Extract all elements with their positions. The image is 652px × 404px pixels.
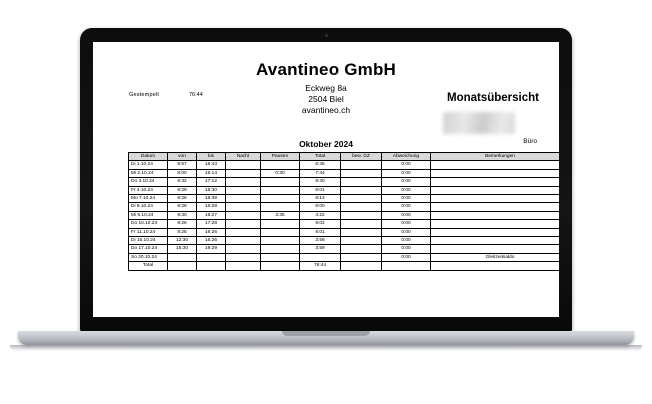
cell-abweichung: 0:00 xyxy=(382,161,431,169)
cell-bis: 16:26 xyxy=(197,237,226,245)
cell-total: 4:22 xyxy=(300,211,341,219)
company-title: Avantineo GmbH xyxy=(255,60,397,79)
laptop-lid xyxy=(80,28,572,333)
cell-von: 15:30 xyxy=(168,245,197,253)
table-row xyxy=(129,195,560,203)
cell-bis: 16:39 xyxy=(197,195,226,203)
table-header-row xyxy=(129,153,560,161)
cell-datum: Mo 7.10.24 xyxy=(129,195,168,203)
cell-von: 8:25 xyxy=(168,228,197,236)
cell-abweichung: 0:00 xyxy=(382,169,431,177)
cell-total: 6:45 xyxy=(300,161,341,169)
cell-bew-gz xyxy=(341,169,382,177)
laptop-screen xyxy=(93,42,559,317)
cell-total: 3:56 xyxy=(300,237,341,245)
total-abweichung xyxy=(382,262,431,270)
cell-bis xyxy=(197,253,226,261)
total-total: 76:44 xyxy=(300,262,341,270)
table-row xyxy=(129,237,560,245)
cell-bew-gz xyxy=(341,228,382,236)
cell-nacht xyxy=(226,211,261,219)
cell-bis: 16:28 xyxy=(197,203,226,211)
stamped-label: Gestempelt xyxy=(129,92,160,98)
cell-nacht xyxy=(226,203,261,211)
cell-pausen xyxy=(261,203,300,211)
website-line: avantineo.ch xyxy=(301,105,351,115)
total-bew-gz xyxy=(341,262,382,270)
cell-bew-gz xyxy=(341,220,382,228)
cell-datum: Fr 4.10.24 xyxy=(129,186,168,194)
column-header-total: Total xyxy=(300,153,341,161)
column-header-bemerkungen: Bemerkungen xyxy=(431,153,560,161)
cell-nacht xyxy=(226,186,261,194)
cell-total: 9:02 xyxy=(300,220,341,228)
laptop-mockup xyxy=(80,28,572,338)
total-pausen xyxy=(261,262,300,270)
cell-bis: 19:29 xyxy=(197,245,226,253)
laptop-base xyxy=(18,331,634,345)
cell-bemerkungen xyxy=(431,195,560,203)
cell-bemerkungen xyxy=(431,228,560,236)
cell-abweichung: 0:00 xyxy=(382,237,431,245)
cell-von: 8:26 xyxy=(168,220,197,228)
total-bis xyxy=(197,262,226,270)
table-row xyxy=(129,228,560,236)
cell-abweichung: 0:00 xyxy=(382,228,431,236)
cell-abweichung: 0:00 xyxy=(382,178,431,186)
table-row xyxy=(129,203,560,211)
cell-bis: 17:12 xyxy=(197,178,226,186)
cell-bemerkungen xyxy=(431,169,560,177)
department-label: Büro xyxy=(523,138,537,145)
cell-bemerkungen xyxy=(431,211,560,219)
cell-datum: Fr 11.10.24 xyxy=(129,228,168,236)
cell-bew-gz xyxy=(341,253,382,261)
cell-pausen xyxy=(261,220,300,228)
cell-bemerkungen: Gleitzeitsaldo xyxy=(431,253,560,261)
cell-nacht xyxy=(226,237,261,245)
cell-bew-gz xyxy=(341,178,382,186)
cell-abweichung: 0:00 xyxy=(382,245,431,253)
redacted-employee-name xyxy=(443,112,515,134)
table-row xyxy=(129,220,560,228)
cell-abweichung: 0:00 xyxy=(382,253,431,261)
cell-nacht xyxy=(226,195,261,203)
cell-bemerkungen xyxy=(431,237,560,245)
total-von xyxy=(168,262,197,270)
cell-datum: So 20.10.24 xyxy=(129,253,168,261)
column-header-pausen: Pausen xyxy=(261,153,300,161)
timesheet-table xyxy=(128,152,559,271)
table-total-row xyxy=(129,262,560,270)
cell-datum: Di 15.10.24 xyxy=(129,237,168,245)
column-header-von: von xyxy=(168,153,197,161)
cell-total: 8:13 xyxy=(300,195,341,203)
cell-bemerkungen xyxy=(431,203,560,211)
cell-datum: Di 1.10.24 xyxy=(129,161,168,169)
stamped-value: 76:44 xyxy=(189,92,203,98)
cell-von: 8:30 xyxy=(168,211,197,219)
table-row xyxy=(129,186,560,194)
cell-datum: Do 17.10.24 xyxy=(129,245,168,253)
cell-bew-gz xyxy=(341,245,382,253)
cell-von xyxy=(168,253,197,261)
cell-nacht xyxy=(226,161,261,169)
cell-bew-gz xyxy=(341,161,382,169)
cell-total: 7:44 xyxy=(300,169,341,177)
cell-bemerkungen xyxy=(431,186,560,194)
cell-von: 8:29 xyxy=(168,186,197,194)
cell-datum: Di 8.10.24 xyxy=(129,203,168,211)
cell-pausen xyxy=(261,245,300,253)
webcam-icon xyxy=(325,34,328,37)
table-row xyxy=(129,253,560,261)
cell-pausen xyxy=(261,253,300,261)
column-header-bis: bis xyxy=(197,153,226,161)
cell-total: 3:59 xyxy=(300,245,341,253)
cell-abweichung: 0:00 xyxy=(382,203,431,211)
total-nacht xyxy=(226,262,261,270)
cell-bis: 16:14 xyxy=(197,169,226,177)
cell-pausen: 0:30 xyxy=(261,169,300,177)
column-header-nacht: Nacht xyxy=(226,153,261,161)
table-row xyxy=(129,211,560,219)
cell-total xyxy=(300,253,341,261)
cell-von: 12:30 xyxy=(168,237,197,245)
total-bemerkungen xyxy=(431,262,560,270)
cell-total: 8:40 xyxy=(300,178,341,186)
cell-abweichung: 0:00 xyxy=(382,195,431,203)
address-line-1: Eckweg 8a xyxy=(305,83,347,93)
overview-title: Monatsübersicht xyxy=(446,92,539,104)
cell-bis: 16:27 xyxy=(197,211,226,219)
cell-datum: Do 3.10.24 xyxy=(129,178,168,186)
cell-von: 9:57 xyxy=(168,161,197,169)
cell-nacht xyxy=(226,245,261,253)
cell-bew-gz xyxy=(341,186,382,194)
cell-abweichung: 0:00 xyxy=(382,211,431,219)
column-header-datum: Datum xyxy=(129,153,168,161)
cell-pausen xyxy=(261,178,300,186)
column-header-abweichung: Abweichung xyxy=(382,153,431,161)
cell-pausen xyxy=(261,228,300,236)
cell-datum: Mi 9.10.24 xyxy=(129,211,168,219)
cell-datum: Mi 2.10.24 xyxy=(129,169,168,177)
cell-nacht xyxy=(226,228,261,236)
cell-bew-gz xyxy=(341,237,382,245)
cell-pausen xyxy=(261,161,300,169)
cell-total: 8:01 xyxy=(300,186,341,194)
cell-total: 8:00 xyxy=(300,203,341,211)
laptop-base-shadow xyxy=(10,345,642,351)
table-body xyxy=(129,161,560,270)
table-row xyxy=(129,245,560,253)
cell-von: 8:26 xyxy=(168,195,197,203)
cell-pausen: 3:35 xyxy=(261,211,300,219)
cell-bemerkungen xyxy=(431,161,560,169)
cell-bis: 16:26 xyxy=(197,228,226,236)
month-title: Oktober 2024 xyxy=(299,139,353,149)
total-label: Total xyxy=(129,262,168,270)
cell-datum: Do 10.10.24 xyxy=(129,220,168,228)
cell-total: 8:01 xyxy=(300,228,341,236)
cell-nacht xyxy=(226,220,261,228)
table-row xyxy=(129,161,560,169)
cell-nacht xyxy=(226,253,261,261)
cell-bemerkungen xyxy=(431,220,560,228)
cell-nacht xyxy=(226,169,261,177)
table-row xyxy=(129,169,560,177)
column-header-bew-gz: bew. GZ xyxy=(341,153,382,161)
cell-bew-gz xyxy=(341,195,382,203)
timesheet-document xyxy=(93,42,559,317)
cell-abweichung: 0:00 xyxy=(382,186,431,194)
cell-nacht xyxy=(226,178,261,186)
cell-von: 8:32 xyxy=(168,178,197,186)
cell-bis: 16:43 xyxy=(197,161,226,169)
cell-pausen xyxy=(261,186,300,194)
cell-bemerkungen xyxy=(431,178,560,186)
cell-pausen xyxy=(261,195,300,203)
cell-pausen xyxy=(261,237,300,245)
cell-von: 8:00 xyxy=(168,169,197,177)
cell-bis: 17:28 xyxy=(197,220,226,228)
cell-bis: 16:30 xyxy=(197,186,226,194)
cell-von: 8:28 xyxy=(168,203,197,211)
cell-bew-gz xyxy=(341,211,382,219)
address-line-2: 2504 Biel xyxy=(308,94,344,104)
cell-bemerkungen xyxy=(431,245,560,253)
table-row xyxy=(129,178,560,186)
cell-abweichung: 0:00 xyxy=(382,220,431,228)
cell-bew-gz xyxy=(341,203,382,211)
